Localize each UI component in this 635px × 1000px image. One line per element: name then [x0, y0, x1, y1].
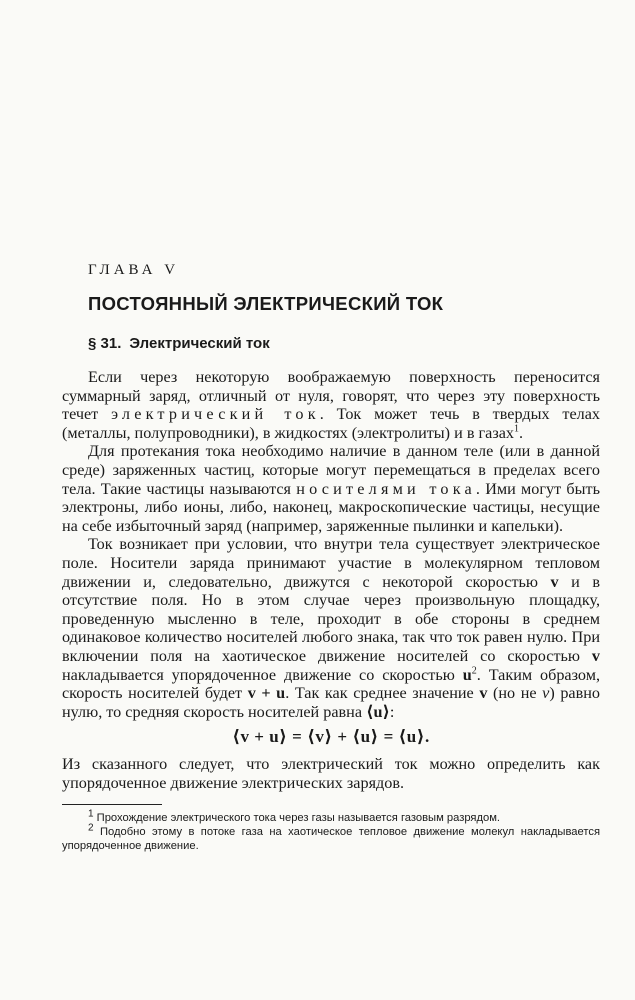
book-page: [62, 262, 600, 853]
footnote-ref-1: 1: [514, 423, 520, 435]
footnote-divider: [62, 804, 162, 805]
chapter-label: ГЛАВА V: [88, 262, 180, 278]
vector-v: v: [479, 684, 488, 703]
term-electric-current: электрический ток: [111, 405, 320, 424]
vector-v: v: [550, 572, 559, 591]
chapter-title: ПОСТОЯННЫЙ ЭЛЕКТРИЧЕСКИЙ ТОК: [88, 293, 444, 314]
vector-v: v: [591, 646, 600, 665]
scalar-v: v: [542, 684, 550, 703]
section-title: Электрический ток: [129, 335, 270, 352]
section-number: § 31.: [88, 335, 122, 352]
footnotes: [62, 804, 600, 853]
paragraph-3: Ток возникает при условии, что внутри тела существует электрическое поле. Носители заряда принимают участие в молекулярном тепловом движении и, следовательно, движутся с некоторой скоростью v и в отсутствие поля. Но в этом случае через произвольную площадку, проведенную мысленно в теле, проходит в обе стороны в среднем одинаковое количество носителей любого знака, так что ток равен нулю. При включении поля на хаотическое движение носителей со скоростью v накладывается упорядоченное движение со скоростью $u^2$. Таким образом, скорость носителей будет v + u. Так как среднее значение v (но не v) равно нулю, то средняя скорость носителей равна ⟨u⟩:: [62, 535, 600, 721]
paragraph-4: Из сказанного следует, что электрический ток можно определить как упорядоченное движение электрических зарядов.: [62, 755, 600, 792]
footnote-ref-2: 2: [471, 665, 477, 677]
formula: ⟨v + u⟩ = ⟨v⟩ + ⟨u⟩ = ⟨u⟩.: [232, 727, 430, 747]
term-charge-carriers: носителями тока: [296, 479, 476, 498]
footnote-1: $^1$ Прохождение электрического тока через газы называется газовым разрядом.: [88, 808, 501, 825]
section-heading: [88, 335, 600, 352]
vector-v-plus-u: v + u: [247, 684, 286, 703]
paragraph-2: Для протекания тока необходимо наличие в данном теле (или в данной среде) заряженных частиц, которые могут перемещаться в пределах всего тела. Такие частицы называются носителями тока. Ими могут быть электроны, либо ионы, либо, наконец, макроскопические частицы, несущие на себе избыточный заряд (например, заряженные пылинки и капельки).: [62, 442, 600, 535]
vector-u: u: [462, 665, 472, 684]
footnote-2: $^2$ Подобно этому в потоке газа на хаотическое тепловое движение молекул накладывается упорядоченное движение.: [62, 822, 600, 853]
mean-u: ⟨u⟩: [366, 702, 390, 721]
paragraph-1: Если через некоторую воображаемую поверхность переносится суммарный заряд, отличный от нуля, говорят, что через эту поверхность течет электрический ток. Ток может течь в твердых телах (металлы, полупроводники), в жидкостях (электролиты) и в газах$^1$.: [62, 368, 600, 442]
